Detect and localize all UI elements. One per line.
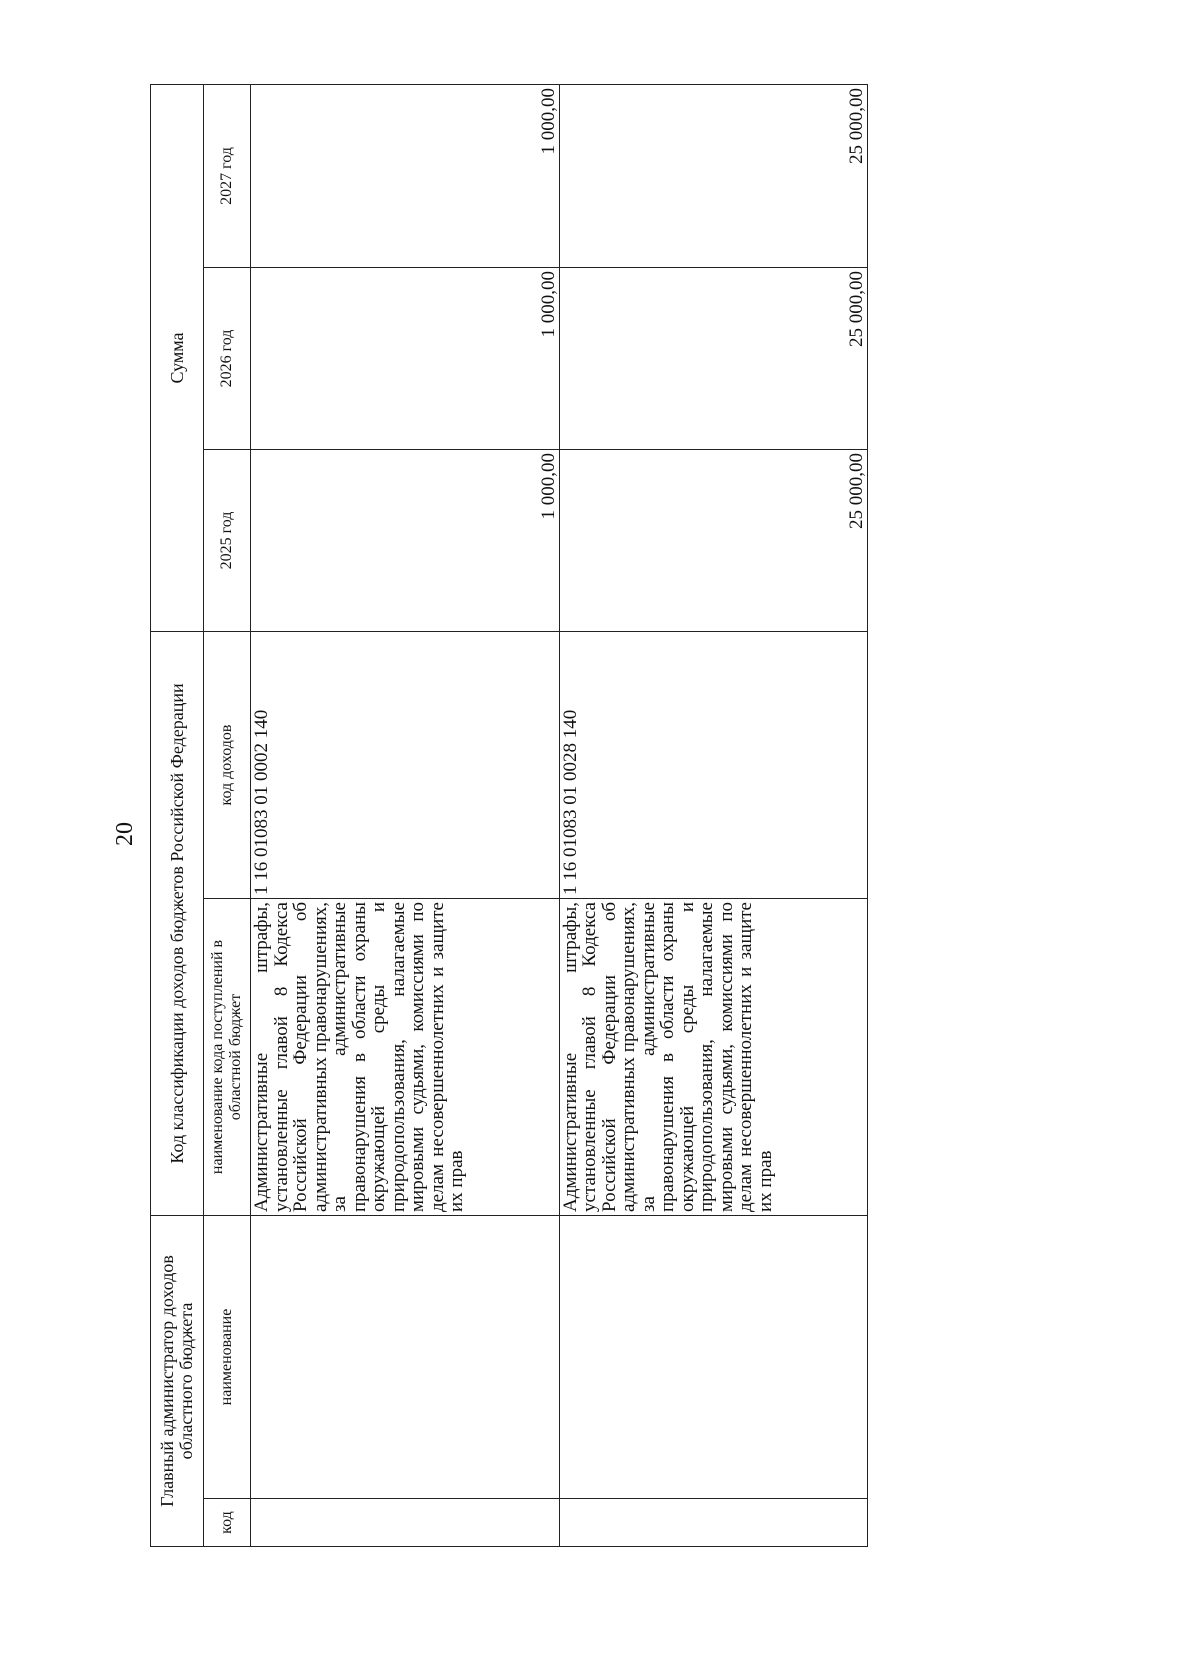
header-row-top [151, 84, 204, 1546]
row-sum-2027: 25 000,00 [559, 84, 868, 267]
header-income-name: наименование кода поступлений в областной бюджет [204, 899, 251, 1216]
row-sum-2025: 25 000,00 [559, 450, 868, 632]
header-year-2025: 2025 год [204, 450, 251, 632]
header-admin-name: наименование [204, 1216, 251, 1499]
header-income-code: код доходов [204, 632, 251, 899]
row-income-name: Административные штрафы, установленные главой 8 Кодекса Российской Федерации об административных правонарушениях, за административные правонарушения в области охраны окружающей среды и природопользования, налагаемые мировыми судьями, комиссиями по делам несовершеннолетних и защите их прав [559, 899, 868, 1216]
header-year-2027: 2027 год [204, 84, 251, 267]
row-admin-code [559, 1499, 868, 1547]
header-admin-code: код [204, 1499, 251, 1547]
row-admin-name [559, 1216, 868, 1499]
row-admin-code [251, 1499, 560, 1547]
income-table [150, 84, 868, 1547]
table-row [559, 84, 868, 1546]
header-row-sub [204, 84, 251, 1546]
row-sum-2026: 25 000,00 [559, 268, 868, 450]
row-sum-2026: 1 000,00 [251, 268, 560, 450]
header-classification-group: Код классификации доходов бюджетов Российской Федерации [151, 632, 204, 1216]
rotated-table-container [150, 85, 868, 1547]
header-sum-group: Сумма [151, 84, 204, 631]
row-income-name: Административные штрафы, установленные главой 8 Кодекса Российской Федерации об административных правонарушениях, за административные правонарушения в области охраны окружающей среды и природопользования, налагаемые мировыми судьями, комиссиями по делам несовершеннолетних и защите их прав [251, 899, 560, 1216]
header-year-2026: 2026 год [204, 268, 251, 450]
row-sum-2025: 1 000,00 [251, 450, 560, 632]
header-admin-group: Главный администратор доходов областного бюджета [151, 1216, 204, 1547]
table-row [251, 84, 560, 1546]
row-sum-2027: 1 000,00 [251, 84, 560, 267]
row-admin-name [251, 1216, 560, 1499]
page-number: 20 [112, 822, 138, 846]
row-income-code: 1 16 01083 01 0002 140 [251, 632, 560, 899]
row-income-code: 1 16 01083 01 0028 140 [559, 632, 868, 899]
